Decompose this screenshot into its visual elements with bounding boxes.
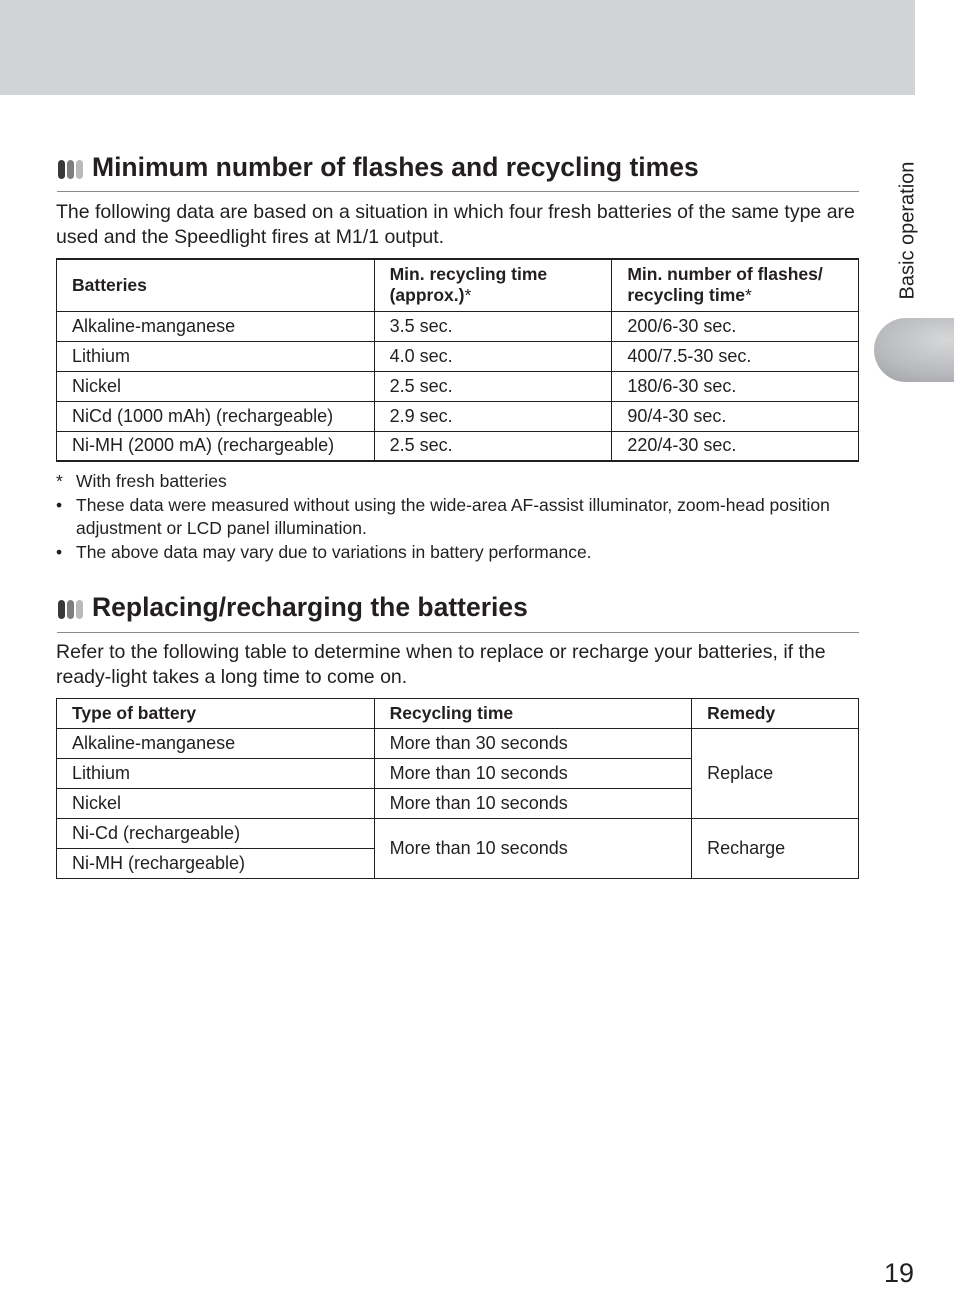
table-cell: More than 10 seconds [374,789,692,819]
table-cell: Alkaline-manganese [57,311,375,341]
table-cell: More than 30 seconds [374,729,692,759]
table-cell: 200/6-30 sec. [612,311,859,341]
remedy-replace-cell: Replace [692,729,859,819]
section-title: Replacing/recharging the batteries [92,592,528,622]
table-row [57,341,859,371]
flashes-table [56,258,859,462]
table-row [57,431,859,461]
merged-time-cell: More than 10 seconds [374,819,692,879]
table-cell: 220/4-30 sec. [612,431,859,461]
header-cell-batteries: Batteries [57,259,375,311]
header-cell-type: Type of battery [57,699,375,729]
replace-recharge-table [56,698,859,879]
header-cell-flashes: Min. number of flashes/ recycling time* [612,259,859,311]
table-header-row [57,259,859,311]
table-cell: 400/7.5-30 sec. [612,341,859,371]
section-intro: Refer to the following table to determine when to replace or recharge your batteries, if the ready-light takes a long time to come on. [56,641,826,688]
side-tab-label: Basic operation [896,161,918,299]
side-tab-marker [874,318,954,382]
table-cell: 180/6-30 sec. [612,371,859,401]
header-cell-remedy: Remedy [692,699,859,729]
table-header-row [57,699,859,729]
table-row [57,311,859,341]
table-cell: Nickel [57,371,375,401]
section-bullet-icon [58,160,86,180]
table-cell: Nickel [57,789,375,819]
section-heading-flashes [57,150,859,192]
note-item: • These data were measured without using the wide-area AF-assist illuminator, zoom-head position adjustment or LCD panel illumination. [56,495,830,538]
table-row [57,371,859,401]
section-heading-batteries [57,590,859,633]
note-item: • The above data may vary due to variations in battery performance. [56,542,592,562]
table-cell: More than 10 seconds [374,759,692,789]
table-cell: Ni-MH (2000 mA) (rechargeable) [57,431,375,461]
remedy-recharge-cell: Recharge [692,819,859,879]
table-notes [56,470,861,564]
table-row [57,729,859,759]
table-row [57,819,859,849]
table-cell: NiCd (1000 mAh) (rechargeable) [57,401,375,431]
header-cell-recycling-time: Recycling time [374,699,692,729]
table-cell: 2.9 sec. [374,401,612,431]
section-title: Minimum number of flashes and recycling times [92,152,699,182]
table-cell: 4.0 sec. [374,341,612,371]
table-cell: Ni-MH (rechargeable) [57,849,375,879]
table-cell: Lithium [57,759,375,789]
table-cell: Alkaline-manganese [57,729,375,759]
section-bullet-icon [58,600,86,620]
table-cell: 2.5 sec. [374,431,612,461]
table-row [57,401,859,431]
table-cell: 90/4-30 sec. [612,401,859,431]
note-item: * With fresh batteries [56,471,227,491]
header-band [0,0,915,95]
page-number: 19 [884,1258,915,1288]
table-cell: 3.5 sec. [374,311,612,341]
table-cell: Lithium [57,341,375,371]
section-intro: The following data are based on a situation in which four fresh batteries of the same type are used and the Speedlight fires at M1/1 output. [56,201,855,248]
table-cell: Ni-Cd (rechargeable) [57,819,375,849]
side-tab-label-container [880,150,935,310]
header-cell-recycling-time: Min. recycling time (approx.)* [374,259,612,311]
table-cell: 2.5 sec. [374,371,612,401]
